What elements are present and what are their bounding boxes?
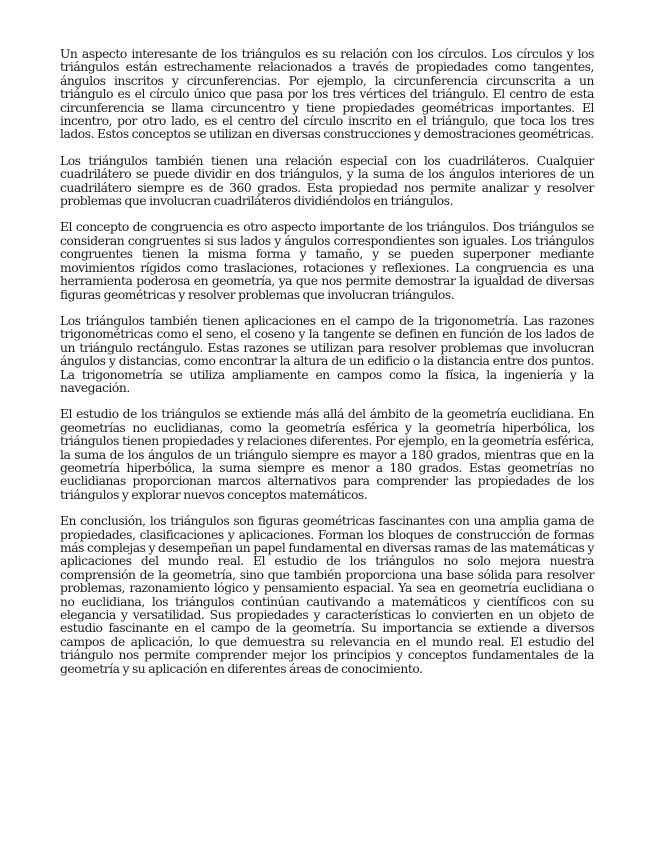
- paragraph-circles: Un aspecto interesante de los triángulos es su relación con los círculos. Los círculos y los triángulos están estrechamente relacionados a través de propiedades como tangentes, ángulos inscritos y circunferencias. Por ejemplo, la circunferencia circunscrita a un triángulo es el círculo único que pasa por los tres vértices del triángulo. El centro de esta circunferencia se llama circuncentro y tiene propiedades geométricas importantes. El incentro, por otro lado, es el centro del círculo inscrito en el triángulo, que toca los tres lados. Estos conceptos se utilizan en diversas construcciones y demostraciones geométricas.: [60, 47, 594, 142]
- paragraph-quadrilaterals: Los triángulos también tienen una relación especial con los cuadriláteros. Cualquier cuadrilátero se puede dividir en dos triángulos, y la suma de los ángulos interiores de un cuadrilátero siempre es de 360 grados. Esta propiedad nos permite analizar y resolver problemas que involucran cuadriláteros dividiéndolos en triángulos.: [60, 153, 594, 209]
- paragraph-congruence: El concepto de congruencia es otro aspecto importante de los triángulos. Dos triángulos se consideran congruentes si sus lados y ángulos correspondientes son iguales. Los triángulos congruentes tienen la misma forma y tamaño, y se pueden superponer mediante movimientos rígidos como traslaciones, rotaciones y reflexiones. La congruencia es una herramienta poderosa en geometría, ya que nos permite demostrar la igualdad de diversas figuras geométricas y resolver problemas que involucran triángulos.: [60, 220, 594, 302]
- paragraph-conclusion: En conclusión, los triángulos son figuras geométricas fascinantes con una amplia gama de propiedades, clasificaciones y aplicaciones. Forman los bloques de construcción de formas más complejas y desempeñan un papel fundamental en diversas ramas de las matemáticas y aplicaciones del mundo real. El estudio de los triángulos no solo mejora nuestra comprensión de la geometría, sino que también proporciona una base sólida para resolver problemas, razonamiento lógico y pensamiento espacial. Ya sea en geometría euclidiana o no euclidiana, los triángulos continúan cautivando a matemáticos y científicos con su elegancia y versatilidad. Sus propiedades y características lo convierten en un objeto de estudio fascinante en el campo de la geometría. Su importancia se extiende a diversos campos de aplicación, lo que demuestra su relevancia en el mundo real. El estudio del triángulo nos permite comprender mejor los principios y conceptos fundamentales de la geometría y su aplicación en diferentes áreas de conocimiento.: [60, 514, 594, 676]
- document-page: [60, 48, 594, 689]
- paragraph-trigonometry: Los triángulos también tienen aplicaciones en el campo de la trigonometría. Las razones trigonométricas como el seno, el coseno y la tangente se definen en función de los lados de un triángulo rectángulo. Estas razones se utilizan para resolver problemas que involucran ángulos y distancias, como encontrar la altura de un edificio o la distancia entre dos puntos. La trigonometría se utiliza ampliamente en campos como la física, la ingeniería y la navegación.: [60, 313, 594, 395]
- paragraph-non-euclidean: El estudio de los triángulos se extiende más allá del ámbito de la geometría euclidiana. En geometrías no euclidianas, como la geometría esférica y la geometría hiperbólica, los triángulos tienen propiedades y relaciones diferentes. Por ejemplo, en la geometría esférica, la suma de los ángulos de un triángulo siempre es mayor a 180 grados, mientras que en la geometría hiperbólica, la suma siempre es menor a 180 grados. Estas geometrías no euclidianas proporcionan marcos alternativos para comprender las propiedades de los triángulos y explorar nuevos conceptos matemáticos.: [60, 407, 594, 502]
